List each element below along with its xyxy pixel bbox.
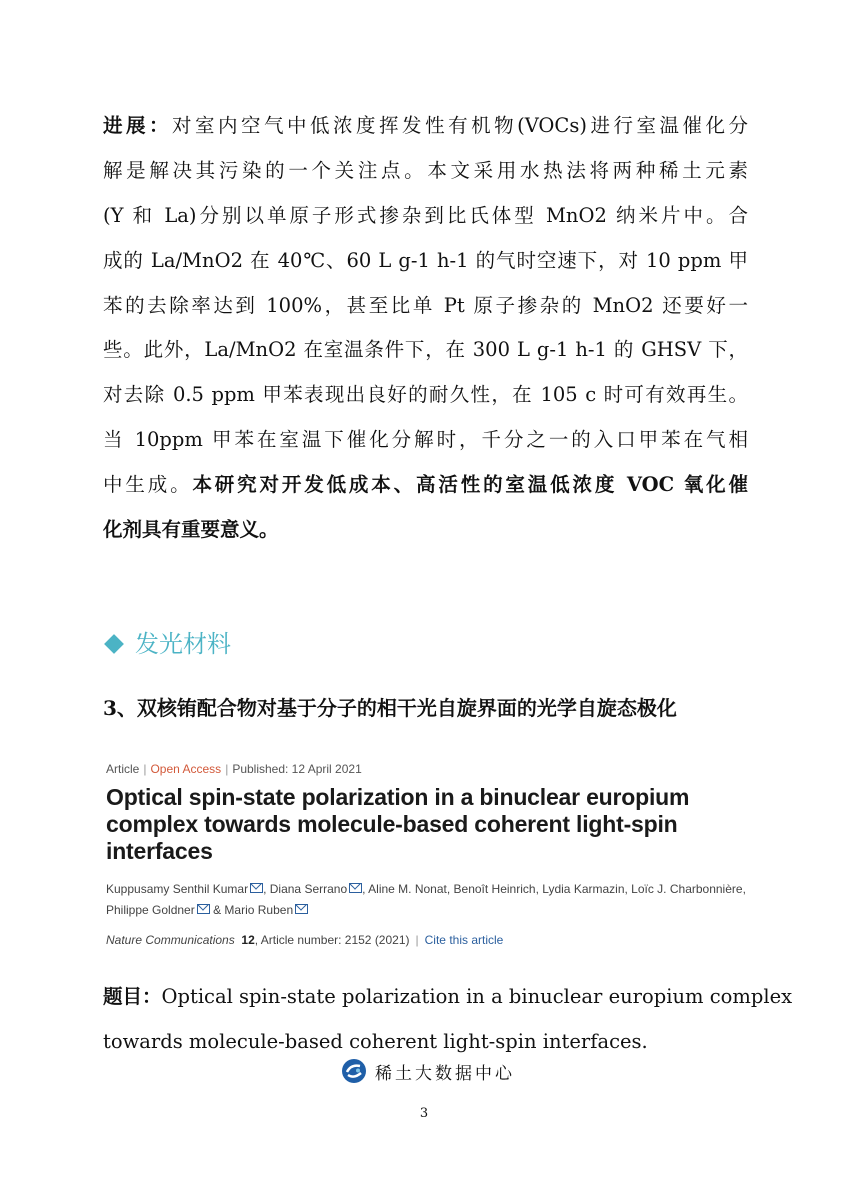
progress-label: 进展： [103, 114, 173, 137]
paragraph-text: 对室内空气中低浓度挥发性有机物(VOCs)进行室温催化分 [172, 114, 748, 137]
mail-icon[interactable] [349, 883, 362, 893]
author-list: Kuppusamy Senthil Kumar , Diana Serrano , Aline M. Nonat, Benoît Heinrich, Lydia Karmazin, Loïc J. Charbonnière, Philippe Goldner & Mario Ruben [106, 882, 746, 917]
journal-name: Nature Communications [106, 933, 235, 947]
mail-icon[interactable] [197, 904, 210, 914]
rare-earth-logo-icon [341, 1058, 367, 1084]
conclusion-text: 本研究对开发低成本、高活性的室温低浓度 VOC 氧化催 [192, 473, 748, 497]
item-heading: 3、双核铕配合物对基于分子的相干光自旋界面的光学自旋态极化 [103, 696, 677, 720]
article-type: Article [106, 762, 140, 776]
author-name[interactable]: Diana Serrano [269, 882, 348, 896]
section-title: 发光材料 [135, 630, 231, 658]
paragraph-line: 解是解决其污染的一个关注点。本文采用水热法将两种稀土元素 [103, 158, 748, 182]
topic-label: 题目： [103, 985, 162, 1008]
author-name[interactable]: Aline M. Nonat, Benoît Heinrich, Lydia Karmazin, Loïc J. Charbonnière, [368, 882, 746, 896]
author-name[interactable]: & Mario Ruben [213, 903, 294, 917]
topic-paragraph [103, 975, 793, 1065]
topic-line [103, 975, 793, 1020]
article-title: Optical spin-state polarization in a binuclear europium complex towards molecule-based coherent light-spin interfaces [106, 784, 690, 864]
cite-this-article-link[interactable]: Cite this article [424, 933, 504, 947]
published-date: Published: 12 April 2021 [232, 762, 362, 776]
footer-logo [341, 1058, 515, 1084]
paragraph-line: 些。此外，La/MnO2 在室温条件下，在 300 L g-1 h-1 的 GHSV 下， [103, 338, 748, 362]
progress-paragraph [103, 104, 748, 553]
section-heading [103, 624, 231, 659]
meta-divider: | [225, 762, 229, 776]
paragraph-line [103, 463, 748, 508]
article-screenshot [106, 762, 746, 947]
article-number: , Article number: 2152 (2021) [254, 933, 410, 947]
journal-line [106, 933, 746, 947]
mail-icon[interactable] [250, 883, 263, 893]
journal-volume: 12 [241, 933, 255, 947]
paragraph-line: 当 10ppm 甲苯在室温下催化分解时，千分之一的入口甲苯在气相 [103, 428, 748, 452]
paragraph-line: 苯的去除率达到 100%，甚至比单 Pt 原子掺杂的 MnO2 还要好一 [103, 293, 748, 317]
paragraph-line: (Y 和 La)分别以单原子形式掺杂到比氏体型 MnO2 纳米片中。合 [103, 203, 748, 227]
paragraph-text: 中生成。 [103, 473, 193, 497]
paragraph-line: 成的 La/MnO2 在 40℃、60 L g-1 h-1 的气时空速下，对 10 ppm 甲 [103, 248, 748, 272]
mail-icon[interactable] [295, 904, 308, 914]
topic-text: Optical spin-state polarization in a binuclear europium complex [161, 985, 793, 1008]
meta-divider: | [415, 933, 419, 947]
author-name[interactable]: Kuppusamy Senthil Kumar [106, 882, 249, 896]
article-meta [106, 762, 746, 776]
author-name[interactable]: Philippe Goldner [106, 903, 195, 917]
topic-line: towards molecule-based coherent light-spin interfaces. [103, 1029, 648, 1053]
diamond-bullet-icon [104, 634, 124, 654]
open-access-badge: Open Access [150, 762, 222, 776]
conclusion-text: 化剂具有重要意义。 [103, 518, 279, 542]
logo-text: 稀土大数据中心 [375, 1063, 515, 1084]
meta-divider: | [143, 762, 147, 776]
paragraph-line [103, 104, 748, 149]
paragraph-line: 对去除 0.5 ppm 甲苯表现出良好的耐久性，在 105 c 时可有效再生。 [103, 383, 748, 407]
page-number: 3 [419, 1106, 429, 1121]
